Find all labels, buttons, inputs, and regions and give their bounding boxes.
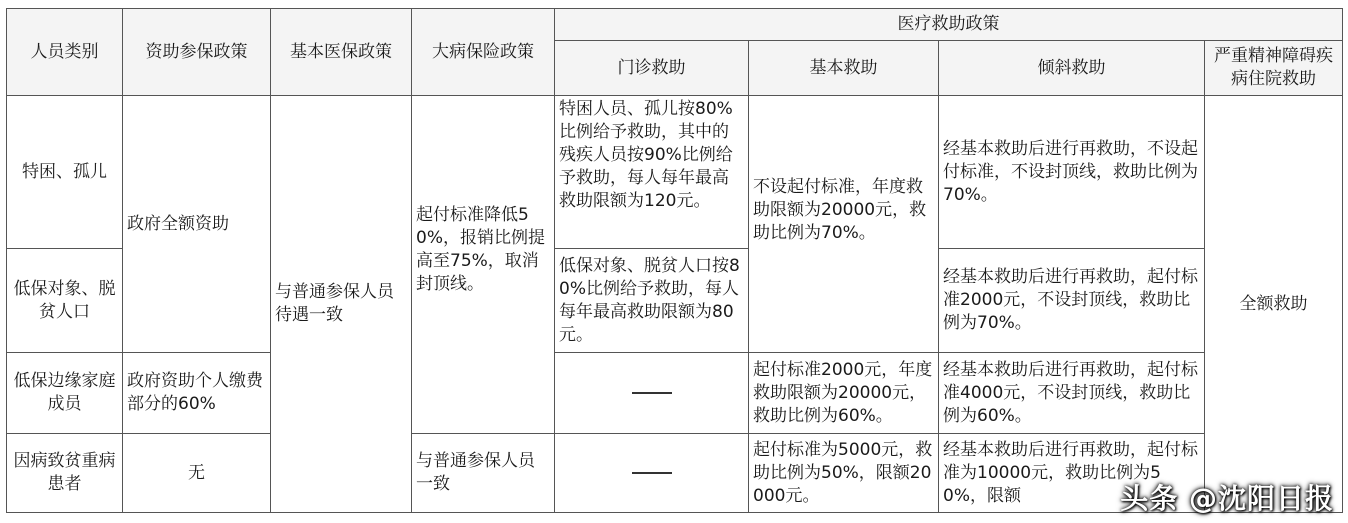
- row4-tilted-aid: 经基本救助后进行再救助，起付标准为10000元，救助比例为50%，限额: [939, 434, 1205, 513]
- row1-person-type: 特困、孤儿: [7, 96, 123, 249]
- row4-person-type: 因病致贫重病患者: [7, 434, 123, 513]
- header-tilted-aid: 倾斜救助: [939, 41, 1205, 96]
- medical-aid-policy-table: [6, 8, 1343, 513]
- em-dash: [632, 392, 672, 394]
- header-basic-aid: 基本救助: [749, 41, 939, 96]
- subsidy-full-government: 政府全额资助: [123, 96, 271, 353]
- header-basic-insurance: 基本医保政策: [271, 9, 412, 96]
- row1-outpatient-aid: 特困人员、孤儿按80%比例给予救助，其中的残疾人员按90%比例给予救助，每人每年最高救助限额为120元。: [555, 96, 749, 249]
- header-outpatient-aid: 门诊救助: [555, 41, 749, 96]
- row4-outpatient-none: [555, 434, 749, 513]
- basic-aid-no-threshold: 不设起付标准，年度救助限额为20000元，救助比例为70%。: [749, 96, 939, 353]
- row3-basic-aid: 起付标准2000元，年度救助限额为20000元，救助比例为60%。: [749, 353, 939, 434]
- em-dash: [632, 472, 672, 474]
- row3-person-type: 低保边缘家庭成员: [7, 353, 123, 434]
- row3-tilted-aid: 经基本救助后进行再救助，起付标准4000元，不设封顶线，救助比例为60%。: [939, 353, 1205, 434]
- row2-person-type: 低保对象、脱贫人口: [7, 249, 123, 353]
- row4-major-illness: 与普通参保人员一致: [412, 434, 555, 513]
- watermark: 头条 @沈阳日报: [1120, 482, 1334, 515]
- major-illness-reduced: 起付标准降低50%，报销比例提高至75%，取消封顶线。: [412, 96, 555, 434]
- row1-tilted-aid: 经基本救助后进行再救助，不设起付标准，不设封顶线，救助比例为70%。: [939, 96, 1205, 249]
- basic-insurance-same: 与普通参保人员待遇一致: [271, 96, 412, 513]
- header-mental-aid: 严重精神障碍疾病住院救助: [1205, 41, 1343, 96]
- header-medical-aid: 医疗救助政策: [555, 9, 1343, 41]
- row4-subsidy: 无: [123, 434, 271, 513]
- header-subsidy-policy: 资助参保政策: [123, 9, 271, 96]
- row3-outpatient-none: [555, 353, 749, 434]
- row4-basic-aid: 起付标准为5000元，救助比例为50%，限额20000元。: [749, 434, 939, 513]
- row2-outpatient-aid: 低保对象、脱贫人口按80%比例给予救助，每人每年最高救助限额为80元。: [555, 249, 749, 353]
- mental-aid-full: 全额救助: [1205, 96, 1343, 513]
- header-person-type: 人员类别: [7, 9, 123, 96]
- row2-tilted-aid: 经基本救助后进行再救助，起付标准2000元，不设封顶线，救助比例为70%。: [939, 249, 1205, 353]
- row3-subsidy: 政府资助个人缴费部分的60%: [123, 353, 271, 434]
- header-major-illness: 大病保险政策: [412, 9, 555, 96]
